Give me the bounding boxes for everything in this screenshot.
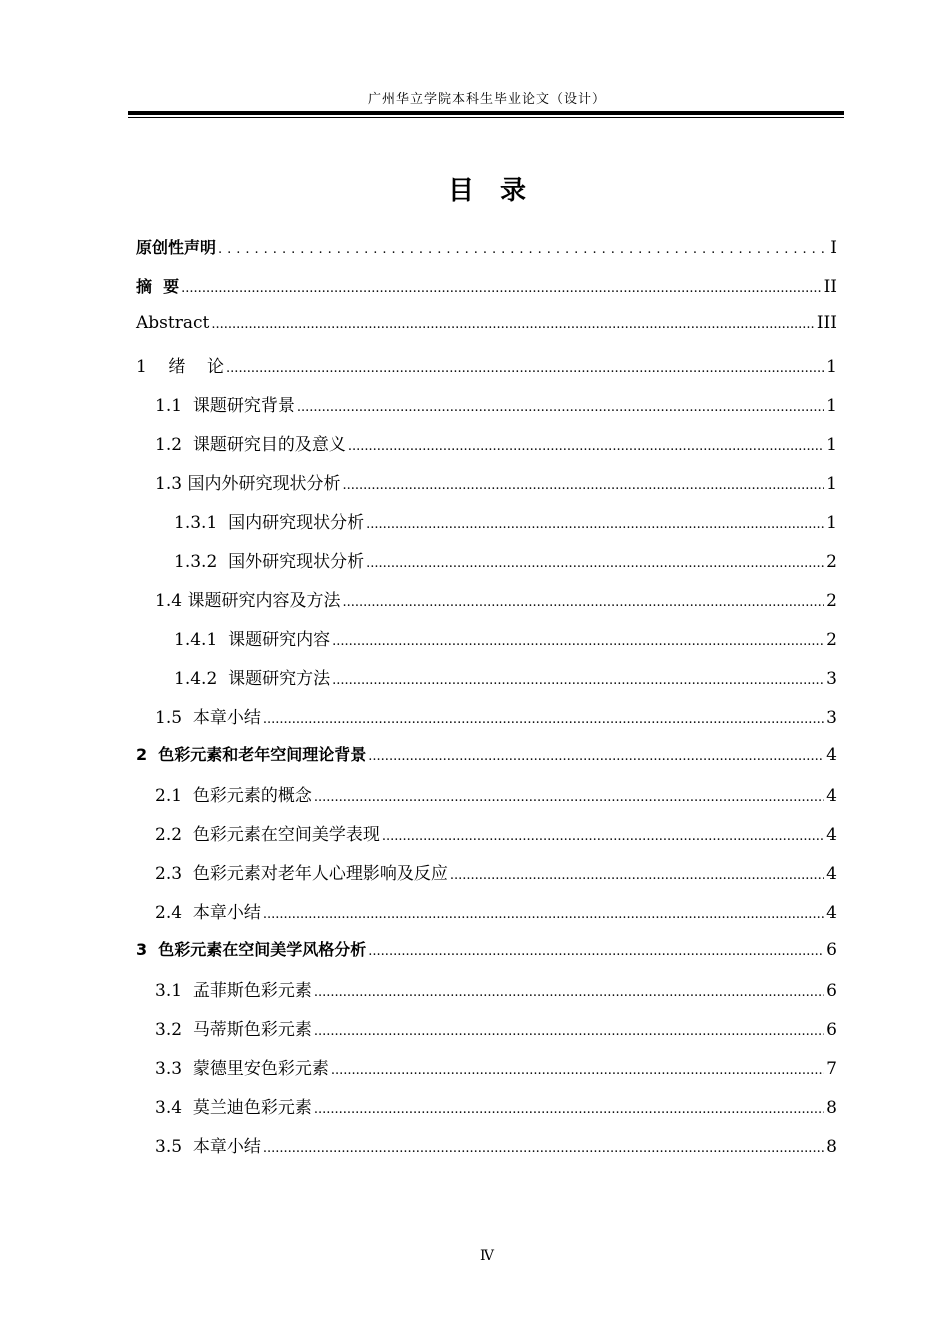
toc-entry-page: 6 bbox=[826, 981, 837, 1001]
toc-entry-page: 1 bbox=[826, 513, 837, 533]
toc-entry-page: 4 bbox=[826, 825, 837, 845]
toc-entry-label: 1.3.1 国内研究现状分析 bbox=[174, 513, 365, 533]
toc-entry-label: 1.5 本章小结 bbox=[155, 708, 261, 728]
toc-dot-leader bbox=[348, 435, 824, 455]
toc-entry-label: 1.4.2 课题研究方法 bbox=[174, 669, 331, 689]
toc-entry[interactable] bbox=[136, 703, 837, 742]
toc-entry[interactable] bbox=[136, 274, 837, 313]
toc-entry[interactable] bbox=[136, 859, 837, 898]
toc-dot-leader bbox=[332, 630, 824, 650]
toc-entry-page: 3 bbox=[826, 669, 837, 689]
toc-dot-leader bbox=[297, 396, 824, 416]
toc-dot-leader bbox=[368, 745, 824, 765]
toc-entry-page: II bbox=[823, 277, 837, 297]
toc-dot-leader bbox=[314, 981, 824, 1001]
toc-entry[interactable] bbox=[136, 469, 837, 508]
toc-dot-leader bbox=[314, 1098, 824, 1118]
header-rule-thick bbox=[128, 111, 844, 115]
toc-dot-leader bbox=[211, 313, 815, 333]
toc-entry-page: 2 bbox=[826, 552, 837, 572]
toc-entry-label: 2.2 色彩元素在空间美学表现 bbox=[155, 825, 380, 845]
toc-entry[interactable] bbox=[136, 547, 837, 586]
toc-entry[interactable] bbox=[136, 430, 837, 469]
toc-entry-label: 3.3 蒙德里安色彩元素 bbox=[155, 1059, 329, 1079]
toc-entry-label: 1.4.1 课题研究内容 bbox=[174, 630, 331, 650]
toc-entry-label: 2 色彩元素和老年空间理论背景 bbox=[136, 745, 367, 764]
toc-dot-leader bbox=[382, 825, 824, 845]
toc-entry-page: 1 bbox=[826, 435, 837, 455]
toc-entry[interactable] bbox=[136, 391, 837, 430]
toc-entry-label: 2.1 色彩元素的概念 bbox=[155, 786, 312, 806]
toc-entry[interactable] bbox=[136, 586, 837, 625]
toc-entry-label: 3.5 本章小结 bbox=[155, 1137, 261, 1157]
toc-entry[interactable] bbox=[136, 976, 837, 1015]
page-title: 目 录 bbox=[447, 176, 526, 206]
page-number: Ⅳ bbox=[480, 1248, 494, 1264]
toc-entry-label: 摘 要 bbox=[136, 277, 180, 296]
toc-entry-page: 8 bbox=[826, 1098, 837, 1118]
toc-entry-label: 1.3.2 国外研究现状分析 bbox=[174, 552, 365, 572]
toc-entry-label: Abstract bbox=[136, 313, 210, 333]
toc-entry-label: 1.1 课题研究背景 bbox=[155, 396, 295, 416]
toc-entry-page: 8 bbox=[826, 1137, 837, 1157]
toc-entry[interactable] bbox=[136, 352, 837, 391]
toc-entry[interactable] bbox=[136, 1132, 837, 1171]
toc-entry-page: III bbox=[816, 313, 837, 333]
table-of-contents bbox=[136, 235, 837, 1171]
toc-entry[interactable] bbox=[136, 1015, 837, 1054]
toc-entry-label: 3.2 马蒂斯色彩元素 bbox=[155, 1020, 312, 1040]
toc-dot-leader bbox=[368, 940, 824, 960]
toc-entry[interactable] bbox=[136, 937, 837, 976]
toc-entry-page: I bbox=[830, 238, 837, 258]
toc-entry-label: 1.4 课题研究内容及方法 bbox=[155, 591, 341, 611]
toc-entry-page: 4 bbox=[826, 745, 837, 765]
toc-entry-page: 7 bbox=[826, 1059, 837, 1079]
toc-entry[interactable] bbox=[136, 781, 837, 820]
toc-entry-label: 原创性声明 bbox=[136, 238, 217, 257]
toc-entry-page: 4 bbox=[826, 864, 837, 884]
toc-dot-leader bbox=[314, 1020, 824, 1040]
toc-entry-label: 2.4 本章小结 bbox=[155, 903, 261, 923]
toc-entry[interactable] bbox=[136, 664, 837, 703]
toc-dot-leader bbox=[342, 474, 824, 494]
toc-entry-label: 3.4 莫兰迪色彩元素 bbox=[155, 1098, 312, 1118]
toc-entry-label: 3.1 孟菲斯色彩元素 bbox=[155, 981, 312, 1001]
toc-dot-leader bbox=[181, 277, 821, 297]
toc-dot-leader bbox=[366, 552, 824, 572]
toc-entry-label: 3 色彩元素在空间美学风格分析 bbox=[136, 940, 367, 959]
toc-dot-leader bbox=[331, 1059, 824, 1079]
toc-entry[interactable] bbox=[136, 898, 837, 937]
toc-dot-leader bbox=[263, 708, 824, 728]
toc-entry-page: 6 bbox=[826, 940, 837, 960]
toc-entry-label: 2.3 色彩元素对老年人心理影响及反应 bbox=[155, 864, 448, 884]
toc-dot-leader bbox=[314, 786, 824, 806]
toc-entry[interactable] bbox=[136, 625, 837, 664]
toc-entry-page: 4 bbox=[826, 903, 837, 923]
toc-entry[interactable] bbox=[136, 820, 837, 859]
toc-entry-page: 1 bbox=[826, 396, 837, 416]
toc-dot-leader bbox=[332, 669, 824, 689]
toc-entry-label: 1.3 国内外研究现状分析 bbox=[155, 474, 341, 494]
toc-entry-page: 2 bbox=[826, 591, 837, 611]
toc-entry[interactable] bbox=[136, 508, 837, 547]
toc-dot-leader bbox=[263, 1137, 824, 1157]
toc-dot-leader bbox=[226, 357, 824, 377]
toc-entry-label: 1.2 课题研究目的及意义 bbox=[155, 435, 346, 455]
toc-entry-page: 6 bbox=[826, 1020, 837, 1040]
toc-entry-page: 1 bbox=[826, 474, 837, 494]
toc-entry-page: 1 bbox=[826, 357, 837, 377]
header-rule-thin bbox=[128, 117, 844, 118]
toc-entry[interactable] bbox=[136, 742, 837, 781]
toc-entry[interactable] bbox=[136, 1054, 837, 1093]
toc-entry-label: 1 绪 论 bbox=[136, 357, 225, 377]
toc-entry[interactable] bbox=[136, 313, 837, 352]
toc-dot-leader bbox=[450, 864, 824, 884]
toc-entry[interactable] bbox=[136, 235, 837, 274]
toc-dot-leader bbox=[263, 903, 824, 923]
toc-dot-leader bbox=[342, 591, 824, 611]
toc-dot-leader bbox=[218, 238, 828, 258]
running-header: 广州华立学院本科生毕业论文（设计） bbox=[367, 92, 606, 107]
toc-entry-page: 4 bbox=[826, 786, 837, 806]
toc-entry-page: 3 bbox=[826, 708, 837, 728]
toc-entry-page: 2 bbox=[826, 630, 837, 650]
toc-entry[interactable] bbox=[136, 1093, 837, 1132]
toc-dot-leader bbox=[366, 513, 824, 533]
